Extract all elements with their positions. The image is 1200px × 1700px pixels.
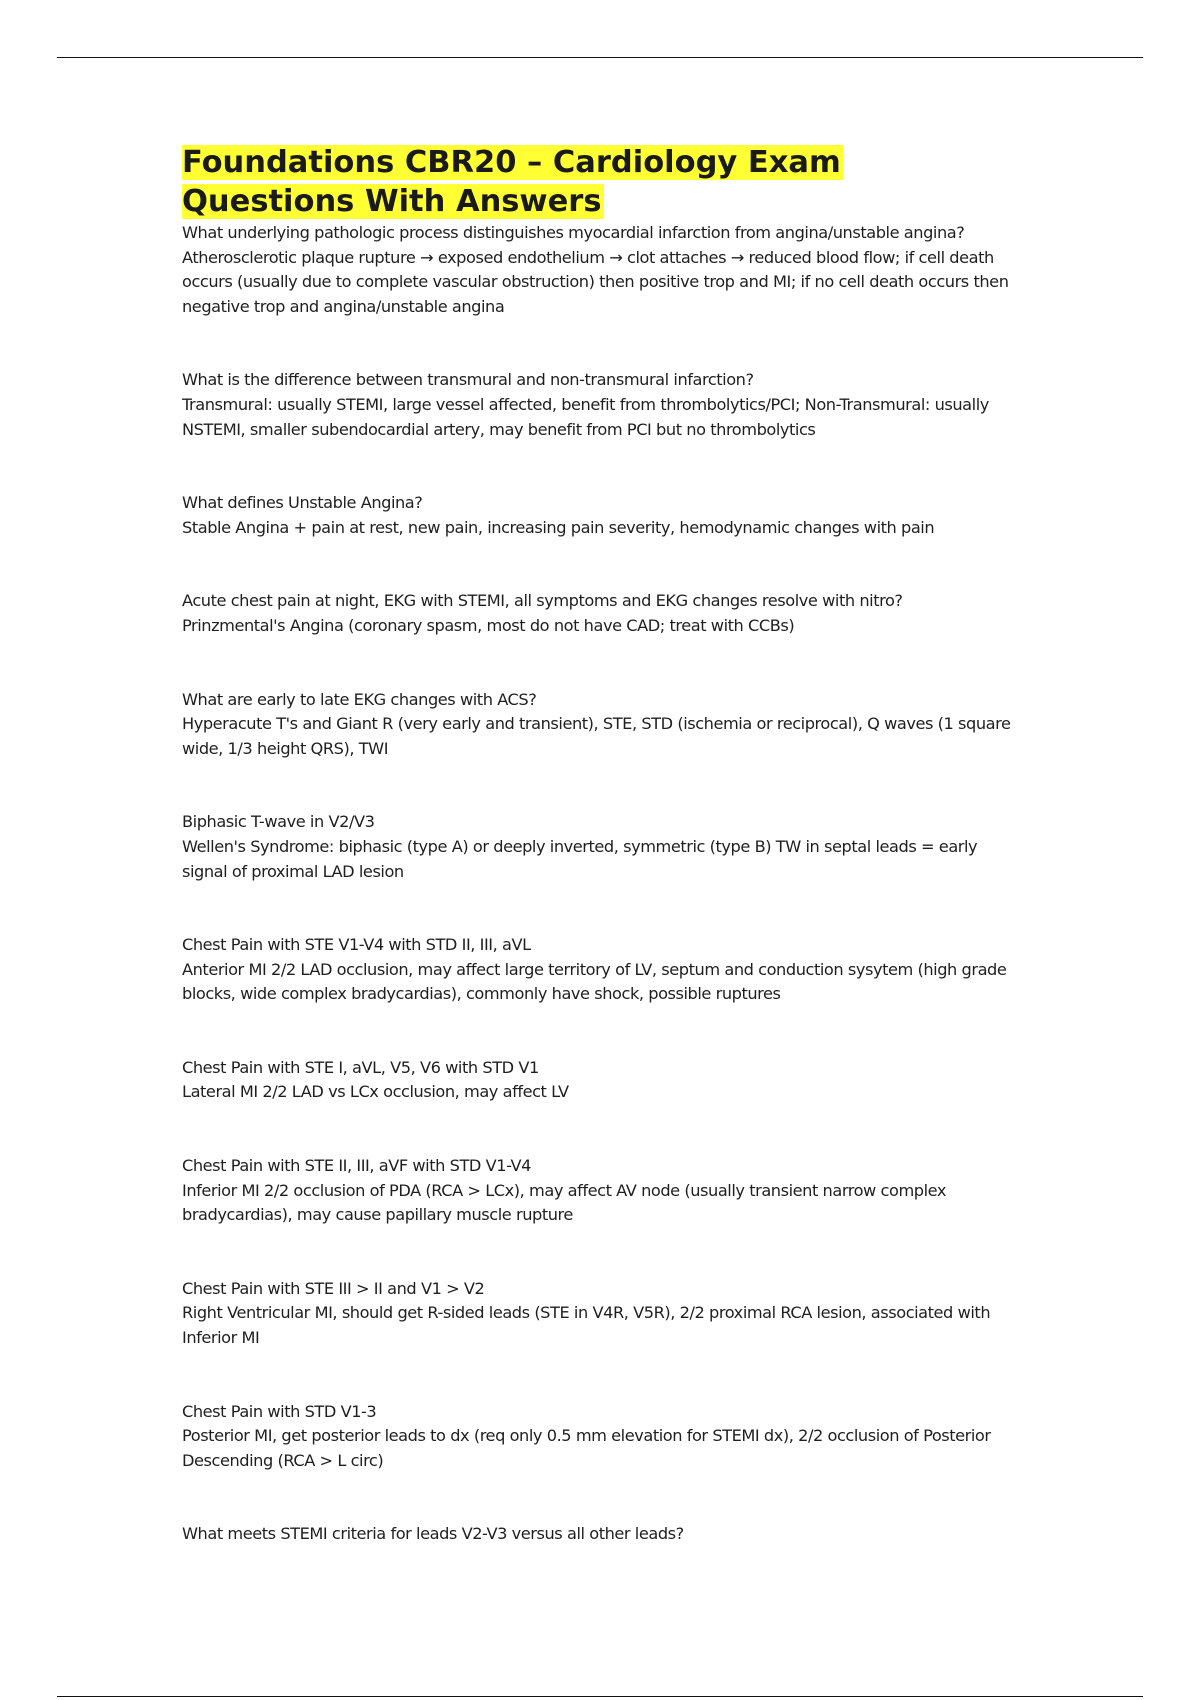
qa-answer: Posterior MI, get posterior leads to dx (req only 0.5 mm elevation for STEMI dx), 2/2 occlusion of Posterior Descending (RCA > L circ) bbox=[182, 1426, 991, 1470]
document-title bbox=[182, 143, 1022, 221]
qa-question: Chest Pain with STE I, aVL, V5, V6 with STD V1 bbox=[182, 1057, 539, 1077]
qa-question: What underlying pathologic process distinguishes myocardial infarction from angina/unstable angina? bbox=[182, 223, 965, 242]
qa-list bbox=[182, 221, 1022, 1547]
document-title-text: Foundations CBR20 – Cardiology Exam Questions With Answers bbox=[182, 145, 841, 219]
qa-item bbox=[182, 810, 1022, 884]
document-body bbox=[182, 143, 1022, 1547]
qa-answer: Inferior MI 2/2 occlusion of PDA (RCA > LCx), may affect AV node (usually transient narrow complex bradycardias), may cause papillary muscle rupture bbox=[182, 1180, 946, 1225]
page-bottom-rule bbox=[57, 1696, 1143, 1697]
qa-answer: Wellen's Syndrome: biphasic (type A) or deeply inverted, symmetric (type B) TW in septal leads = early signal of proximal LAD lesion bbox=[182, 836, 978, 881]
qa-question: Chest Pain with STE III > II and V1 > V2 bbox=[182, 1278, 485, 1298]
qa-item bbox=[182, 1400, 1022, 1474]
qa-answer: Lateral MI 2/2 LAD vs LCx occlusion, may affect LV bbox=[182, 1082, 569, 1102]
qa-item bbox=[182, 933, 1022, 1007]
qa-item bbox=[182, 1522, 1022, 1547]
qa-question: What defines Unstable Angina? bbox=[182, 493, 423, 513]
qa-question: Chest Pain with STE V1-V4 with STD II, III, aVL bbox=[182, 935, 531, 955]
qa-question: Biphasic T-wave in V2/V3 bbox=[182, 812, 375, 832]
qa-item bbox=[182, 589, 1022, 638]
qa-answer: Atherosclerotic plaque rupture → exposed endothelium → clot attaches → reduced blood flow; if cell death occurs (usually due to complete vascular obstruction) then positive trop and MI; if no cell death occurs then negative trop and angina/unstable angina bbox=[182, 247, 1009, 316]
qa-question: Chest Pain with STE II, III, aVF with STD V1-V4 bbox=[182, 1156, 531, 1176]
qa-answer: Anterior MI 2/2 LAD occlusion, may affect large territory of LV, septum and conduction sysytem (high grade blocks, wide complex bradycardias), commonly have shock, possible ruptures bbox=[182, 959, 1007, 1004]
qa-item bbox=[182, 1056, 1022, 1105]
qa-item bbox=[182, 368, 1022, 442]
qa-item bbox=[182, 688, 1022, 762]
qa-question: Chest Pain with STD V1-3 bbox=[182, 1401, 377, 1421]
qa-question: What is the difference between transmural and non-transmural infarction? bbox=[182, 370, 754, 390]
qa-answer: Prinzmental's Angina (coronary spasm, most do not have CAD; treat with CCBs) bbox=[182, 615, 795, 635]
qa-answer: Stable Angina + pain at rest, new pain, increasing pain severity, hemodynamic changes with pain bbox=[182, 517, 935, 537]
qa-answer: Right Ventricular MI, should get R-sided leads (STE in V4R, V5R), 2/2 proximal RCA lesion, associated with Inferior MI bbox=[182, 1303, 991, 1348]
qa-question: What are early to late EKG changes with ACS? bbox=[182, 689, 537, 709]
qa-question: What meets STEMI criteria for leads V2-V3 versus all other leads? bbox=[182, 1524, 684, 1544]
qa-item bbox=[182, 1277, 1022, 1351]
page-top-rule bbox=[57, 57, 1143, 58]
qa-item bbox=[182, 1154, 1022, 1228]
qa-answer: Hyperacute T's and Giant R (very early and transient), STE, STD (ischemia or reciprocal), Q waves (1 square wide, 1/3 height QRS), TWI bbox=[182, 714, 1011, 758]
qa-item bbox=[182, 221, 1022, 319]
qa-answer: Transmural: usually STEMI, large vessel affected, benefit from thrombolytics/PCI; Non-Transmural: usually NSTEMI, smaller subendocardial artery, may benefit from PCI but no thrombolytics bbox=[182, 394, 989, 439]
qa-question: Acute chest pain at night, EKG with STEMI, all symptoms and EKG changes resolve with nitro? bbox=[182, 591, 903, 611]
qa-item bbox=[182, 491, 1022, 540]
